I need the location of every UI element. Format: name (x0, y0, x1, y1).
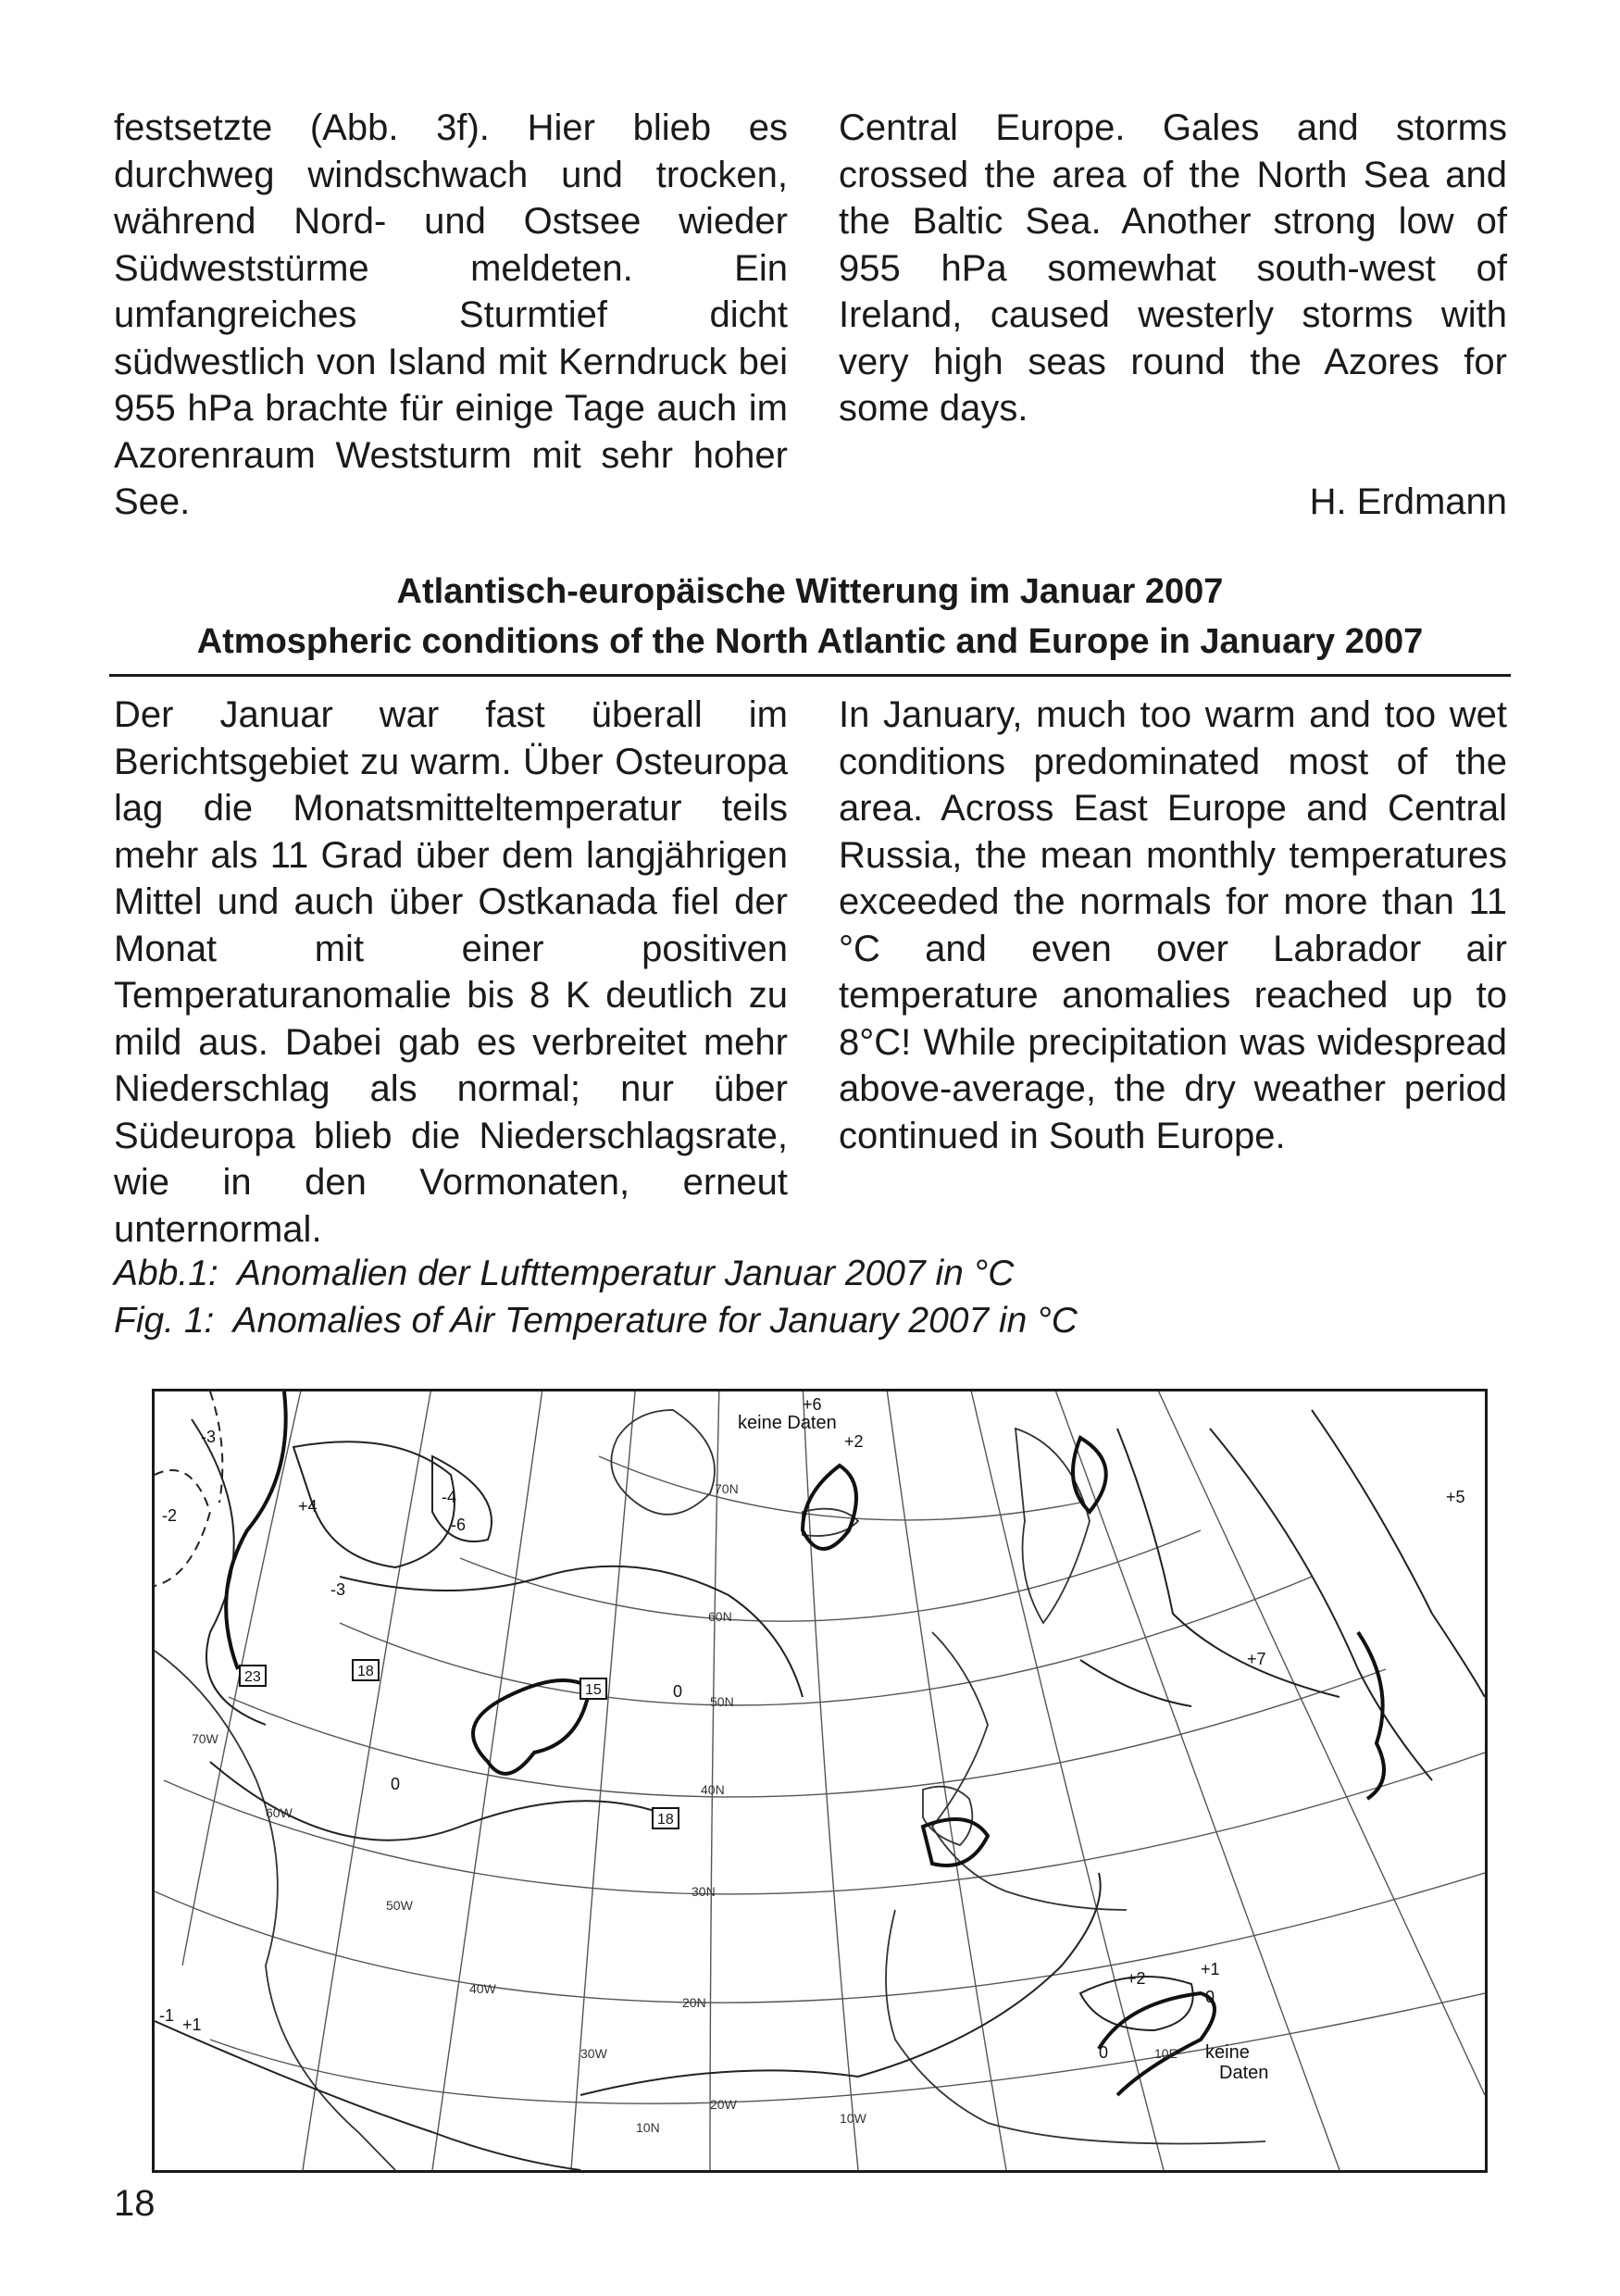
iso-label-p4: +4 (298, 1497, 318, 1516)
lon-label-50w: 50W (386, 1898, 413, 1913)
isotherm-thin (580, 1873, 1101, 2095)
isotherm-thin (1312, 1410, 1485, 1697)
dashed-isotherm (210, 1391, 222, 1503)
iberia-coast (923, 1787, 972, 1845)
lat-label-10n: 10N (636, 2120, 660, 2135)
section-heading (109, 567, 1511, 667)
latitude-line-30n (164, 1753, 1485, 1894)
iso-label-m2: -2 (162, 1506, 178, 1525)
iso-label-0a: 0 (391, 1775, 401, 1793)
caption-german (114, 1250, 1502, 1297)
no-data-north-label: keine Daten (738, 1413, 837, 1433)
continuation-english-text: Central Europe. Gales and storms crossed the area of the North Sea and the Baltic Sea. Another strong low of 955 hPa somewhat south-west of Ireland, caused westerly storms with very high seas round the Azores for some days. (839, 107, 1507, 429)
dashed-isotherms (155, 1391, 222, 1586)
lat-label-20n: 20N (682, 1995, 706, 2010)
lon-label-60w: 60W (266, 1805, 293, 1820)
author-signature: H. Erdmann (1309, 480, 1507, 522)
latitude-line-50n (340, 1577, 1312, 1705)
iso-label-p2: +2 (844, 1432, 864, 1451)
temperature-anomaly-map (152, 1389, 1488, 2173)
isotherm-thin (293, 1441, 455, 1567)
caption-german-label: Abb.1: (114, 1254, 218, 1293)
continuation-english-column (839, 105, 1507, 525)
station-box-18a-label: 18 (357, 1664, 374, 1679)
continuation-german-column (114, 105, 788, 526)
iso-label-0c: 0 (1205, 1988, 1215, 2006)
longitude-line-50w (432, 1391, 543, 2170)
iso-label-m3: -3 (201, 1428, 217, 1446)
longitude-line-10e (1053, 1391, 1340, 2170)
iso-label-p5: +5 (1446, 1488, 1465, 1506)
iso-label-p7: +7 (1247, 1650, 1266, 1668)
longitude-line-30w (710, 1391, 719, 2170)
lat-label-40n: 40N (701, 1782, 725, 1797)
lat-label-30n: 30N (692, 1884, 716, 1899)
latitude-lines (155, 1456, 1485, 2103)
no-data-south-label-2: Daten (1219, 2063, 1269, 2083)
iso-label-m3b: -3 (330, 1580, 346, 1599)
body-english-column (839, 692, 1507, 1159)
lon-label-70w: 70W (192, 1731, 218, 1746)
caption-english-label: Fig. 1: (114, 1301, 215, 1341)
longitude-lines (182, 1391, 1485, 2170)
no-data-south-label-1: keine (1205, 2042, 1250, 2063)
lon-label-10e: 10E (1154, 2046, 1178, 2061)
isotherm-thin (1080, 1660, 1191, 1706)
zero-isotherm-russia (1358, 1632, 1384, 1799)
section-title-german: Atlantisch-europäische Witterung im Januar 2007 (396, 572, 1224, 611)
continuation-german-text: festsetzte (Abb. 3f). Hier blieb es durchweg windschwach und trocken, während Nord- und Ostsee wieder Südweststürme meldeten. Ein umfangreiches Sturmtief dicht südwestlich von Island mit Kerndruck bei 955 hPa brachte für einige Tage auch im Azorenraum Weststurm mit sehr hoher See. (114, 107, 788, 522)
isotherm-thin (1117, 1429, 1340, 1697)
north-america-coast (155, 1651, 395, 2170)
iso-label-p2b: +2 (1127, 1969, 1146, 1988)
graticule-labels (192, 1481, 1178, 2135)
iso-label-m1: -1 (159, 2006, 175, 2025)
latitude-line-40n (229, 1669, 1386, 1797)
iso-label-0b: 0 (1099, 2043, 1109, 2062)
station-box-18b-label: 18 (657, 1812, 674, 1828)
caption-english-text: Anomalies of Air Temperature for January 2007 in °C (232, 1301, 1078, 1341)
dashed-isotherm (155, 1470, 210, 1586)
longitude-line-20e (1154, 1391, 1485, 2095)
europe-coast (932, 1632, 1127, 1910)
scandinavia-coast (1016, 1429, 1090, 1623)
longitude-line-0 (969, 1391, 1164, 2170)
zero-isotherm-africa (1099, 1993, 1215, 2095)
iso-label-p1b: +1 (182, 2015, 202, 2034)
iso-label-0d: 0 (673, 1682, 683, 1701)
lat-label-70n: 70N (715, 1481, 739, 1496)
lat-label-50n: 50N (710, 1694, 734, 1709)
caption-german-text: Anomalien der Lufttemperatur Januar 2007 in °C (237, 1254, 1015, 1293)
longitude-line-60w (303, 1391, 432, 2170)
lat-label-60n: 60N (708, 1609, 732, 1624)
iso-label-m4: -4 (442, 1488, 457, 1506)
zero-isotherm-canada (226, 1391, 286, 1669)
lon-label-20w: 20W (710, 2097, 737, 2112)
map-svg (155, 1391, 1485, 2170)
heading-rule (109, 674, 1511, 677)
caption-english (114, 1297, 1502, 1344)
isotherm-thin (210, 1762, 673, 1841)
station-box-15-label: 15 (585, 1682, 602, 1698)
iso-label-p6: +6 (803, 1395, 822, 1414)
lon-label-40w: 40W (469, 1981, 496, 1996)
latitude-line-10n (210, 1993, 1485, 2103)
isotherm-thin (340, 1566, 803, 1697)
body-german-text: Der Januar war fast überall im Berichtsgebiet zu warm. Über Osteuropa lag die Monatsmitteltemperatur teils mehr als 11 Grad über dem langjährigen Mittel und auch über Ostkanada fiel der Monat mit einer positiven Temperaturanomalie bis 8 K deutlich zu mild aus. Dabei gab es verbreitet mehr Niederschlag als normal; nur über Südeuropa blieb die Niederschlagsrate, wie in den Vormonaten, erneut unternormal. (114, 694, 788, 1250)
lon-label-10w: 10W (840, 2111, 866, 2126)
station-box-23-label: 23 (244, 1669, 261, 1685)
zero-isotherm-iceland (1073, 1438, 1106, 1512)
page-number: 18 (114, 2183, 156, 2224)
body-german-column (114, 692, 788, 1253)
iso-label-p1: +1 (1201, 1960, 1220, 1978)
figure-caption (114, 1250, 1502, 1344)
greenland-coast (611, 1410, 715, 1515)
iso-label-m6: -6 (451, 1516, 467, 1534)
body-english-text: In January, much too warm and too wet conditions predominated most of the area. Across East Europe and Central Russia, the mean monthly temperatures exceeded the normals for more than 11 °C and even over Labrador air temperature anomalies reached up to 8°C! While precipitation was widespread above-average, the dry weather period continued in South Europe. (839, 694, 1507, 1156)
lon-label-30w: 30W (580, 2046, 607, 2061)
isotherms (155, 1410, 1485, 2170)
latitude-line-60n (460, 1530, 1201, 1621)
section-title-english: Atmospheric conditions of the North Atlantic and Europe in January 2007 (196, 622, 1424, 661)
isotherm-thin (155, 2021, 580, 2170)
